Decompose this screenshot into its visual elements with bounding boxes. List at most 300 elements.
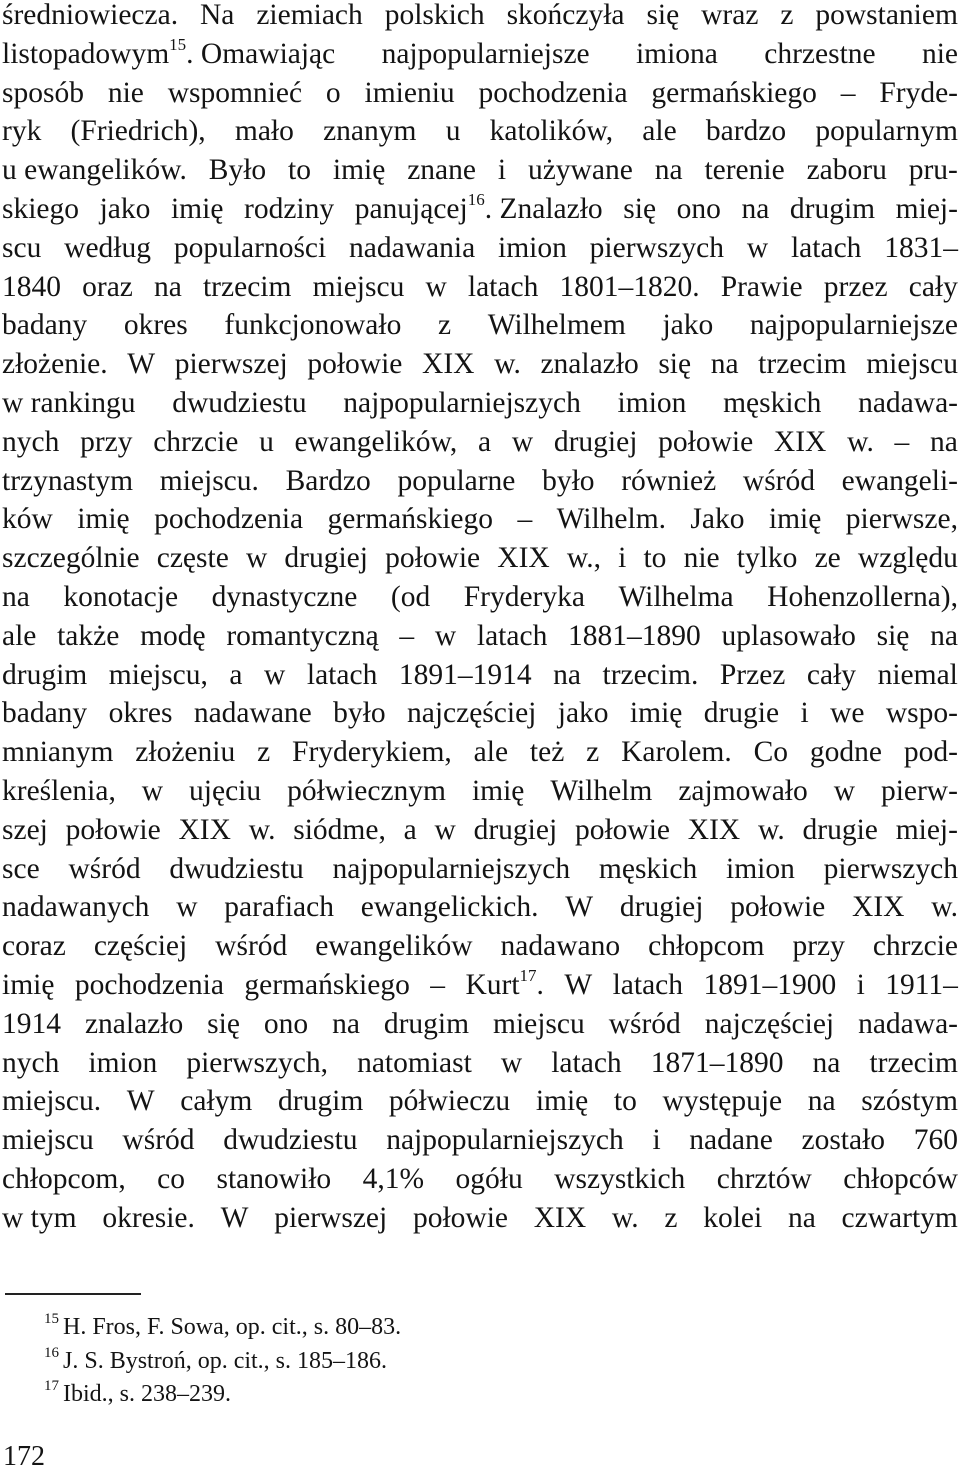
word: złożenie. <box>2 348 108 381</box>
word: dwudziestu <box>223 1124 358 1157</box>
word: 1840 <box>2 270 61 303</box>
word: Na <box>200 0 235 31</box>
word: ków <box>2 503 53 536</box>
word: było <box>333 697 386 730</box>
word: skiego <box>2 192 80 225</box>
text-line <box>2 306 958 345</box>
word: zajmowało <box>678 774 808 807</box>
word: . Omawiając <box>186 37 336 70</box>
word: na <box>154 270 182 303</box>
word: w <box>264 658 286 691</box>
text-line <box>2 462 958 501</box>
word: przy <box>80 425 133 458</box>
word: pierw- <box>880 774 958 807</box>
word: ewangelików <box>315 930 473 963</box>
word: w rankingu <box>2 386 136 419</box>
word: uplasowało <box>721 619 856 652</box>
word: okresie. <box>102 1201 195 1234</box>
word: na <box>807 1085 836 1118</box>
word: na <box>812 1046 841 1079</box>
word: XIX <box>422 348 475 381</box>
word: imion <box>617 386 687 419</box>
footnote-separator <box>5 1293 141 1295</box>
word: (od <box>390 580 431 613</box>
word: 1801–1820. <box>559 270 700 303</box>
word: konotacje <box>63 580 179 613</box>
word: oraz <box>82 270 133 303</box>
word: W <box>565 891 594 924</box>
word: znanym <box>323 115 417 148</box>
word: imię <box>332 154 386 187</box>
word: drugim <box>278 1085 364 1118</box>
word: na <box>741 192 770 225</box>
footnotes <box>44 1311 401 1412</box>
word: w. <box>611 1201 639 1234</box>
word: Wilhelma <box>618 580 734 613</box>
word: a <box>229 658 243 691</box>
word: Fryde- <box>879 76 958 109</box>
word: ale <box>2 619 37 652</box>
word: na <box>2 580 30 613</box>
word: jako <box>662 309 714 342</box>
word: miejscu. <box>159 464 259 497</box>
word: drugim <box>789 192 876 225</box>
word: latach <box>551 1046 622 1079</box>
word: cały <box>908 270 958 303</box>
word: drugie <box>802 813 878 846</box>
text-line <box>2 190 958 229</box>
word: chrztów <box>716 1162 812 1195</box>
word: W <box>564 968 593 1001</box>
word: półwiecznym <box>287 774 447 807</box>
word: z <box>664 1201 678 1234</box>
word: imion <box>88 1046 158 1079</box>
word: funkcjonowało <box>224 309 402 342</box>
word: się <box>658 348 692 381</box>
word-group <box>355 190 603 229</box>
word: . Znalazło <box>484 192 603 225</box>
word: przy <box>792 930 845 963</box>
text-line <box>2 1005 958 1044</box>
text-line <box>2 229 958 268</box>
footnote-number: 15 <box>44 1311 59 1327</box>
word: badany <box>2 309 88 342</box>
word: wraz <box>701 0 759 31</box>
word: drugiej <box>284 542 368 575</box>
word: terenie <box>704 154 785 187</box>
word: ono <box>676 192 721 225</box>
word: nie <box>683 542 720 575</box>
word: drugiej <box>553 425 638 458</box>
word: chłopcom <box>648 930 765 963</box>
text-line <box>2 850 958 889</box>
word: pierwszych, <box>186 1046 329 1079</box>
word: ewangelickich. <box>360 891 539 924</box>
word: się <box>646 0 680 31</box>
word: i <box>497 154 507 187</box>
word: miejscu, <box>108 658 208 691</box>
word: trzecim <box>202 270 292 303</box>
text-line <box>2 927 958 966</box>
word: to <box>288 154 311 187</box>
word: popularności <box>173 231 327 264</box>
word: znane <box>407 154 476 187</box>
word: kolei <box>703 1201 763 1234</box>
text-line <box>2 617 958 656</box>
word: częściej <box>93 930 188 963</box>
word: znalazło <box>84 1007 184 1040</box>
footnote-text: Ibid., s. 238–239. <box>63 1381 231 1407</box>
word: a <box>403 813 417 846</box>
word: pierwszych <box>589 231 725 264</box>
word: się <box>207 1007 240 1040</box>
word: – <box>840 76 856 109</box>
word: ale <box>473 736 509 769</box>
word: w <box>141 774 164 807</box>
word: dwudziestu <box>172 386 307 419</box>
word: najpopularniejszych <box>386 1124 624 1157</box>
word: W <box>127 348 156 381</box>
word: ryk <box>2 115 42 148</box>
word: nych <box>2 425 60 458</box>
word: imię <box>77 503 130 536</box>
word: natomiast <box>357 1046 472 1079</box>
word: zaboru <box>806 154 887 187</box>
word: nadane <box>689 1124 773 1157</box>
word: w., <box>566 542 601 575</box>
footnote-17 <box>44 1378 401 1412</box>
word: miejscu <box>2 1124 94 1157</box>
word: pru- <box>908 154 958 187</box>
text-line <box>2 1199 958 1238</box>
word: złożeniu <box>135 736 236 769</box>
word: tylko <box>736 542 798 575</box>
text-line <box>2 1121 958 1160</box>
word: latach <box>790 231 862 264</box>
word: to <box>613 1085 637 1118</box>
word: połowie <box>65 813 161 846</box>
text-line <box>2 500 958 539</box>
text-line <box>2 656 958 695</box>
word: połowie <box>658 425 754 458</box>
word: w. <box>248 813 276 846</box>
word: i <box>856 968 865 1001</box>
word: kreślenia, <box>2 774 116 807</box>
word: na <box>332 1007 360 1040</box>
word: w <box>434 619 457 652</box>
text-line <box>2 0 958 35</box>
word: trzecim <box>869 1046 958 1079</box>
word: drugiej <box>473 813 558 846</box>
word: nadawano <box>500 930 621 963</box>
word-group <box>2 35 335 74</box>
word: wśród <box>742 464 815 497</box>
word: ujęciu <box>189 774 262 807</box>
word: imię <box>170 192 224 225</box>
word: ziemiach <box>256 0 363 31</box>
word: powstaniem <box>815 0 958 31</box>
word: rodziny <box>244 192 335 225</box>
word: wśród <box>122 1124 195 1157</box>
word: w tym <box>2 1201 77 1234</box>
word: co <box>157 1162 186 1195</box>
text-line <box>2 733 958 772</box>
word: chrzcie <box>872 930 958 963</box>
word: okres <box>108 697 173 730</box>
word: ewangeli- <box>841 464 958 497</box>
word: germańskiego <box>651 76 817 109</box>
word: imię <box>471 774 525 807</box>
word: szej <box>2 813 48 846</box>
word: w. <box>847 425 874 458</box>
word: miejscu <box>493 1007 585 1040</box>
word: miejscu <box>312 270 405 303</box>
word: nadawane <box>193 697 312 730</box>
word: w. <box>757 813 785 846</box>
footnote-text: H. Fros, F. Sowa, op. cit., s. 80–83. <box>63 1314 402 1340</box>
word: połowie <box>730 891 826 924</box>
word: najpopularniejsze <box>381 37 590 70</box>
word: Karolem. <box>621 736 732 769</box>
word: najpopularniejsze <box>749 309 958 342</box>
word: ewangelików, <box>294 425 458 458</box>
body-text <box>2 0 958 1238</box>
word: na <box>553 658 581 691</box>
word: W <box>126 1085 155 1118</box>
word: trzecim. <box>602 658 699 691</box>
word: ale <box>642 115 677 148</box>
word: nadawa- <box>858 386 958 419</box>
word: na <box>710 348 739 381</box>
word: 1881–1890 <box>568 619 701 652</box>
word: trzynastym <box>2 464 134 497</box>
word: połowie <box>574 813 670 846</box>
word: ogółu <box>455 1162 523 1195</box>
word: Jako <box>690 503 745 536</box>
word: godne <box>809 736 882 769</box>
footnote-reference: 16 <box>467 189 485 209</box>
word: imion <box>726 852 795 885</box>
word: z <box>586 736 600 769</box>
text-line <box>2 1044 958 1083</box>
word: najczęściej <box>704 1007 835 1040</box>
word: – <box>517 503 533 536</box>
word: popularne <box>397 464 516 497</box>
word: imiona <box>635 37 718 70</box>
word: germańskiego <box>327 503 494 536</box>
text-line <box>2 694 958 733</box>
text-line <box>2 345 958 384</box>
word: mnianym <box>2 736 114 769</box>
word: Fryderykiem, <box>292 736 452 769</box>
word: dynastyczne <box>211 580 358 613</box>
word: w. <box>931 891 958 924</box>
word: germańskiego <box>244 968 410 1001</box>
word: drugim <box>383 1007 470 1040</box>
word: używane <box>527 154 633 187</box>
word: pochodzenia <box>154 503 304 536</box>
word: to <box>643 542 667 575</box>
text-line <box>2 966 958 1005</box>
word: wśród <box>68 852 141 885</box>
word: scu <box>2 231 42 264</box>
word: trzecim <box>758 348 847 381</box>
word: Wilhelmem <box>487 309 626 342</box>
word: z <box>437 309 452 342</box>
footnote-number: 16 <box>44 1344 59 1361</box>
word: pierwsze, <box>845 503 958 536</box>
word: romantyczną <box>226 619 379 652</box>
word: w <box>176 891 198 924</box>
word: w <box>425 270 447 303</box>
word: u <box>259 425 274 458</box>
word: pierwszej <box>174 348 288 381</box>
word: Bardzo <box>285 464 371 497</box>
footnote-number: 17 <box>44 1378 59 1394</box>
word: całym <box>180 1085 253 1118</box>
footnote-16 <box>44 1345 401 1379</box>
word: we <box>830 697 865 730</box>
word: sposób <box>2 76 84 109</box>
word: najpopularniejszych <box>332 852 571 885</box>
word: cały <box>806 658 857 691</box>
word: z <box>780 0 794 31</box>
word: jako <box>557 697 609 730</box>
word: występuje <box>662 1085 783 1118</box>
word: imion <box>498 231 567 264</box>
word: nadawania <box>349 231 476 264</box>
word: z <box>257 736 271 769</box>
word: i <box>652 1124 661 1157</box>
word: częste <box>156 542 229 575</box>
word: XIX <box>687 813 741 846</box>
word: listopadowym <box>2 37 170 70</box>
text-line <box>2 888 958 927</box>
text-line <box>2 423 958 462</box>
word: imię <box>629 697 683 730</box>
word: imieniu <box>364 76 455 109</box>
word: pierwszej <box>274 1201 388 1234</box>
word: półwieczu <box>388 1085 511 1118</box>
word: na <box>654 154 683 187</box>
word: latach <box>612 968 684 1001</box>
word: latach <box>306 658 378 691</box>
word: drugiej <box>619 891 704 924</box>
word: wszystkich <box>554 1162 686 1195</box>
word: o <box>325 76 341 109</box>
text-line <box>2 35 958 74</box>
word: jako <box>99 192 151 225</box>
word: miej- <box>895 192 958 225</box>
word: wśród <box>215 930 288 963</box>
word: również <box>621 464 717 497</box>
word: 1911– <box>885 968 958 1001</box>
word: nie <box>921 37 958 70</box>
word: bardzo <box>705 115 787 148</box>
word: latach <box>476 619 548 652</box>
text-line <box>2 1082 958 1121</box>
word: popularnym <box>815 115 958 148</box>
word: chrzcie <box>153 425 239 458</box>
footnote-15 <box>44 1311 401 1345</box>
text-line <box>2 74 958 113</box>
word: pierwszych <box>823 852 958 885</box>
text-line <box>2 539 958 578</box>
word: w <box>434 813 456 846</box>
text-line <box>2 578 958 617</box>
word: nadawanych <box>2 891 150 924</box>
word: chłopcom, <box>2 1162 126 1195</box>
word: nie <box>107 76 144 109</box>
word: 1914 <box>2 1007 61 1040</box>
word: nadawa- <box>858 1007 958 1040</box>
word: względu <box>857 542 958 575</box>
word: Fryderyka <box>463 580 585 613</box>
word: Co <box>753 736 789 769</box>
word: – <box>399 619 415 652</box>
word: w. <box>494 348 521 381</box>
page-number: 172 <box>3 1441 45 1472</box>
word: wśród <box>608 1007 681 1040</box>
word: 1831– <box>884 231 958 264</box>
text-line <box>2 151 958 190</box>
word: się <box>623 192 657 225</box>
word: najczęściej <box>406 697 537 730</box>
text-line <box>2 1160 958 1199</box>
footnote-reference: 15 <box>169 34 187 54</box>
word: w <box>500 1046 523 1079</box>
word: chłopców <box>843 1162 958 1195</box>
word: wspo- <box>885 697 958 730</box>
word: – <box>894 425 910 458</box>
word: miejscu. <box>2 1085 102 1118</box>
word: a <box>478 425 492 458</box>
word: na <box>930 425 958 458</box>
word: modę <box>140 619 206 652</box>
word: się <box>876 619 910 652</box>
word: polskich <box>384 0 485 31</box>
word: drugim <box>2 658 88 691</box>
word: imię <box>768 503 822 536</box>
word: – <box>430 968 446 1001</box>
word: XIX <box>533 1201 587 1234</box>
word: czwartym <box>841 1201 958 1234</box>
word: połowie <box>307 348 403 381</box>
word: i <box>800 697 809 730</box>
word: skończyła <box>506 0 625 31</box>
word: imię <box>2 968 55 1001</box>
word: mało <box>234 115 294 148</box>
word: męskich <box>598 852 698 885</box>
word: w <box>833 774 855 807</box>
text-line <box>2 112 958 151</box>
word: ze <box>814 542 841 575</box>
word: w <box>511 425 534 458</box>
word: szczególnie <box>2 542 140 575</box>
word: Przez <box>719 658 786 691</box>
word: niemal <box>877 658 958 691</box>
word: miejscu <box>866 348 958 381</box>
word: na <box>787 1201 816 1234</box>
word: W <box>220 1201 249 1234</box>
word: też <box>529 736 565 769</box>
word: znalazło <box>540 348 639 381</box>
word: Było <box>208 154 267 187</box>
footnote-text: J. S. Bystroń, op. cit., s. 185–186. <box>63 1347 388 1374</box>
word: XIX <box>773 425 827 458</box>
word: Prawie <box>720 270 803 303</box>
word: stanowiło <box>216 1162 332 1195</box>
